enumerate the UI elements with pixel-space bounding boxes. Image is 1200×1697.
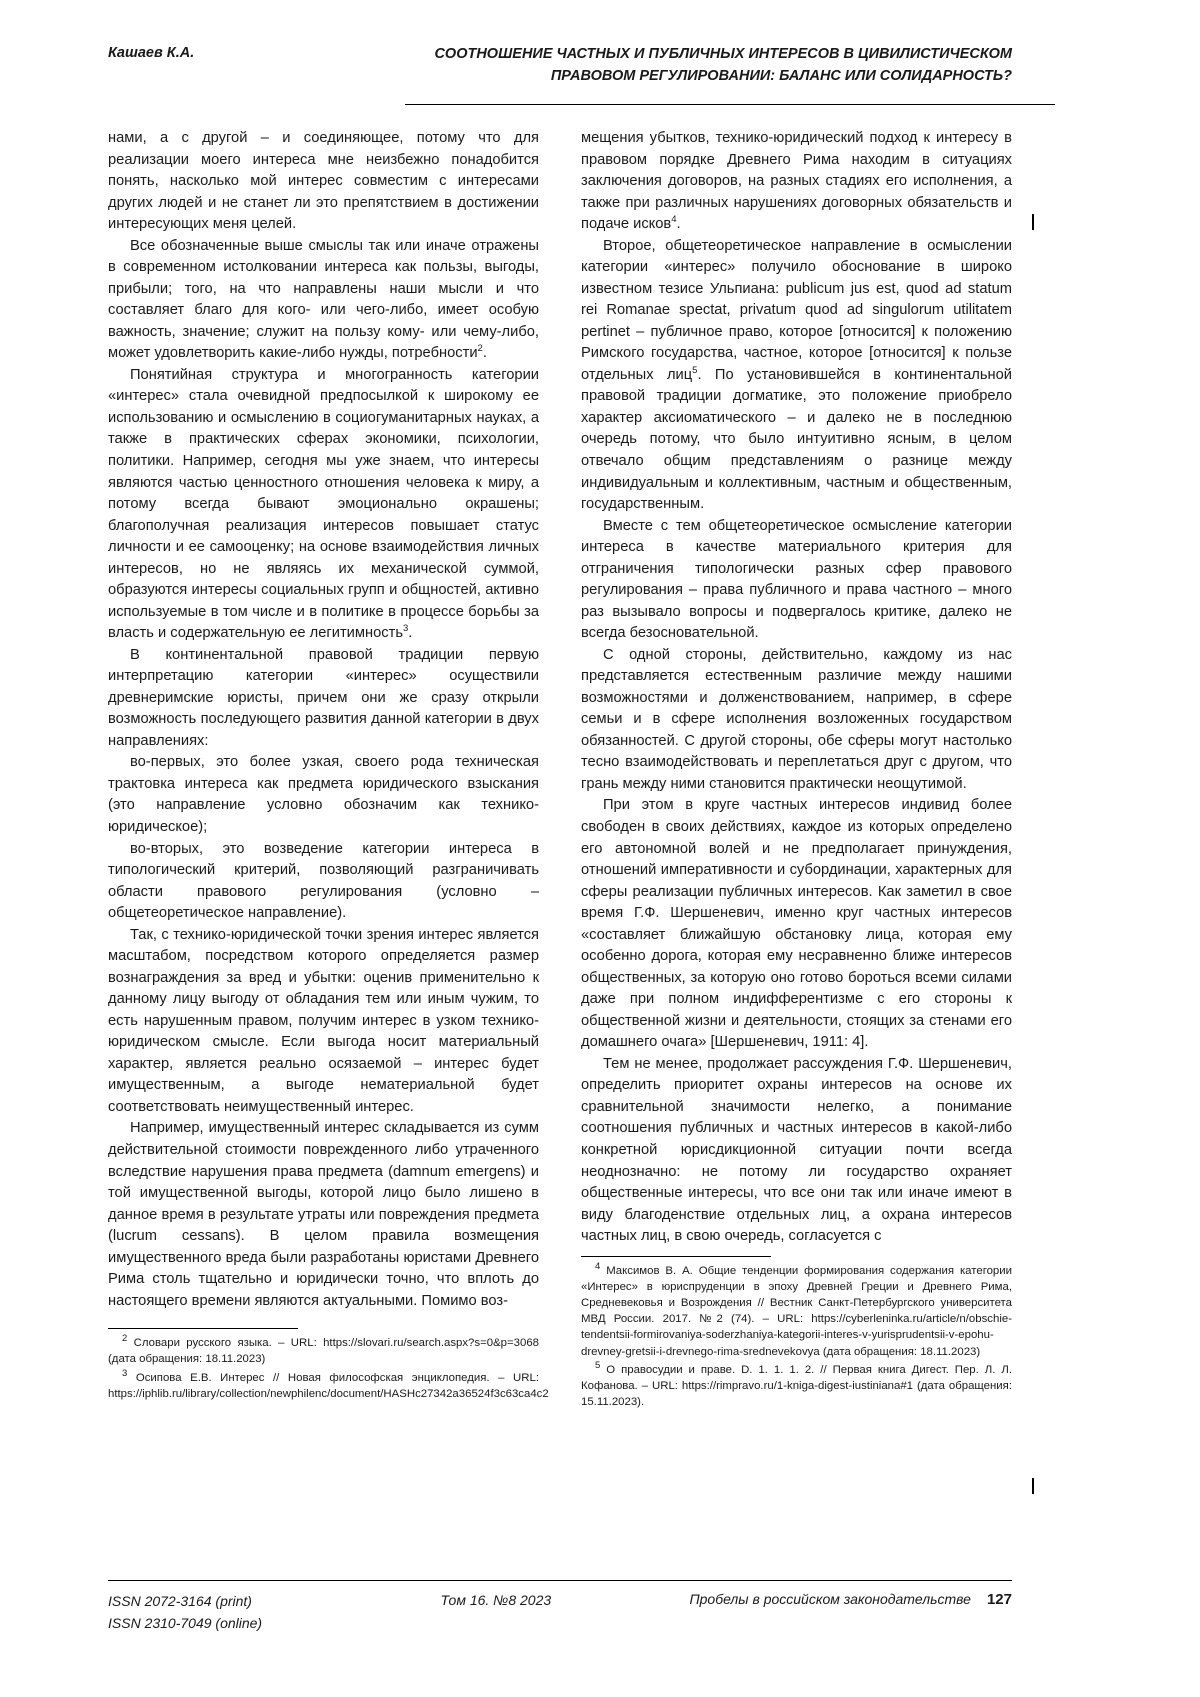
footnotes-right bbox=[581, 1260, 1012, 1411]
journal-name: Пробелы в российском законодательстве bbox=[689, 1591, 971, 1607]
issn-print: ISSN 2072-3164 (print) bbox=[108, 1593, 252, 1609]
page-number: 127 bbox=[986, 1591, 1012, 1608]
footnote-ref[interactable]: 4 bbox=[671, 214, 677, 226]
paragraph: Например, имущественный интерес складывается из сумм действительной стоимости поврежденного либо утраченного вследствие нарушения права предмета (damnum emergens) и той имущественной выгоды, которой лицо было лишено в данное время в результате утраты или повреждения предмета (lucrum cessans). В целом правила возмещения имущественного вреда были разработаны юристами Древнего Рима столь тщательно и юридически точно, что вплоть до настоящего времени являются актуальными. Помимо воз- bbox=[108, 1120, 539, 1309]
footnote-text: Осипова Е.В. Интерес // Новая философская энциклопедия. – URL: https://iphlib.ru/library/collection/newphilenc/document/HASHc27342a36524f3c63ca4c2 bbox=[108, 1371, 549, 1400]
paragraph-text-tail: . bbox=[676, 216, 681, 233]
paragraph-text-tail: . bbox=[482, 345, 487, 362]
paragraph: Так, с технико-юридической точки зрения интерес является масштабом, посредством которого определяется размер вознаграждения за вред и убытки: оценив применительно к данному лицу выгоду от обладания тем или иным чужим, то есть нарушенным правом, получим интерес в узком технико-юридическом смысле. Если выгода носит материальный характер, является реально осязаемой – интерес будет имущественным, а выгоде нематериальной будет соответствовать неимущественный интерес. bbox=[108, 926, 539, 1115]
paragraph bbox=[581, 128, 1012, 236]
footnote-ref[interactable]: 3 bbox=[403, 623, 409, 635]
paragraph bbox=[108, 236, 539, 365]
footnote-text: Максимов В. А. Общие тенденции формирования содержания категории «Интерес» в юриспруденции в эпоху Древней Греции и Древнего Рима, Средневековья и Возрождения // Вестник Санкт-Петербургского университета МВД России. 2017. №2 (74). – URL: https://cyberleninka.ru/article/n/obschie-tendentsii-formirovaniya-soderzhaniya-kategorii-interes-v-yurisprudentsii-v-epohu-drevney-gretsii-i-drevnego-rima-srednevekovya (дата обращения: 18.11.2023) bbox=[581, 1264, 1012, 1358]
column-right bbox=[581, 128, 1012, 1412]
issn-online: ISSN 2310-7049 (online) bbox=[108, 1614, 263, 1631]
paragraph: Тем не менее, продолжает рассуждения Г.Ф. Шершеневич, определить приоритет охраны интересов на основе их сравнительной значимости нелегко, а понимание соотношения публичных и частных интересов в какой-либо конкретной юрисдикционной ситуации почти всегда неоднозначно: не потому ли государство охраняет общественные интересы, что все они так или иначе имеют в виду благоденствие отдельных лиц, а охрана интересов частных лиц, в свою очередь, согласуется с bbox=[581, 1055, 1012, 1245]
page-footer bbox=[108, 1580, 1012, 1634]
paragraph: В континентальной правовой традиции первую интерпретацию категории «интерес» осуществили древнеримские юристы, причем они же сразу открыли возможность последующего развития данной категории в двух направлениях: bbox=[108, 646, 539, 749]
paragraph: во-первых, это более узкая, своего рода техническая трактовка интереса как предмета юридического взыскания (это направление условно обозначим как технико-юридическое); bbox=[108, 754, 539, 835]
footnote-item bbox=[581, 1260, 1012, 1360]
column-left bbox=[108, 128, 549, 1412]
crop-mark-bottom-right bbox=[1032, 1478, 1034, 1494]
footnote-item bbox=[108, 1367, 549, 1402]
footnote-ref[interactable]: 2 bbox=[477, 343, 483, 355]
footnote-item bbox=[108, 1335, 539, 1367]
paragraph bbox=[108, 365, 539, 645]
footnote-spacer bbox=[108, 1312, 539, 1320]
header-divider bbox=[405, 104, 1055, 105]
paragraph: С одной стороны, действительно, каждому из нас представляется естественным различие между нашими возможностями и долженствованием, например, в сфере семьи и в сфере исполнения возложенных государством обязанностей. С другой стороны, обе сферы могут настолько тесно взаимодействовать и переплетаться друг с другом, что грань между ними становится практически неощутимой. bbox=[581, 646, 1012, 792]
issn-block bbox=[108, 1591, 262, 1634]
footnote-text: О правосудии и праве. D. 1. 1. 1. 2. // Первая книга Дигест. Пер. Л. Л. Кофанова. – URL: https://rimpravo.ru/1-kniga-digest-iustiniana#1 (дата обращения: 15.11.2023). bbox=[581, 1363, 1012, 1409]
footnote-marker: 2 bbox=[122, 1333, 128, 1345]
page-header bbox=[108, 44, 1012, 88]
paragraph: Вместе с тем общетеоретическое осмысление категории интереса в качестве материального критерия для отграничения типологически разных сфер правового регулирования – права публичного и права частного – много раз вызывало вопросы и подвергалось критике, далеко не всегда безосновательной. bbox=[581, 517, 1012, 642]
header-title-line-1: СООТНОШЕНИЕ ЧАСТНЫХ И ПУБЛИЧНЫХ ИНТЕРЕСОВ В ЦИВИЛИСТИЧЕСКОМ bbox=[434, 46, 1012, 62]
footnote-marker: 5 bbox=[595, 1359, 601, 1371]
footnote-separator bbox=[581, 1256, 771, 1257]
volume-issue: Том 16. №8 2023 bbox=[440, 1592, 552, 1608]
paragraph: во-вторых, это возведение категории интереса в типологический критерий, позволяющий разграничивать области правового регулирования (условно – общетеоретическое направление). bbox=[108, 840, 539, 922]
paragraph-text: Второе, общетеоретическое направление в осмыслении категории «интерес» получило обоснование в широко известном тезисе Ульпиана: publicum jus est, quod ad statum rei Romanae spectat, privatum quod ad singulorum utilitatem pertinet – публичное право, которое [относится] к положению Римского государства, частное, которое [относится] к пользе отдельных лиц bbox=[581, 237, 1012, 383]
header-title-line-2: ПРАВОВОМ РЕГУЛИРОВАНИИ: БАЛАНС ИЛИ СОЛИДАРНОСТЬ? bbox=[550, 67, 1012, 84]
paragraph-text: мещения убытков, технико-юридический подход к интересу в правовом порядке Древнего Рима находим в ситуациях заключения договоров, на разных стадиях его исполнения, а также при различных нарушениях договорных обязательств и подаче исков bbox=[581, 130, 1012, 233]
paragraph-text-tail: . По установившейся в континентальной правовой традиции догматике, это положение приобрело характер аксиоматического – и далеко не в последнюю очередь потому, что было интуитивно ясным, в целом отвечало общим представлениям о разнице между индивидуальным и коллективным, частным и общественным, государственным. bbox=[581, 366, 1012, 513]
footnote-text: Словари русского языка. – URL: https://slovari.ru/search.aspx?s=0&p=3068 (дата обращения: 18.11.2023) bbox=[108, 1337, 539, 1366]
footnote-item bbox=[581, 1359, 1012, 1411]
paragraph: При этом в круге частных интересов индивид более свободен в своих действиях, каждое из которых определено его автономной волей и не предполагает принуждения, отношений императивности и субординации, характерных для сферы реализации публичных интересов. Как заметил в свое время Г.Ф. Шершеневич, именно круг частных интересов «составляет ближайшую обстановку лица, которая ему особенно дорога, которая ему несравненно ближе интересов общественных, за которую оно готово бороться всеми силами даже при полном индифферентизме с его стороны к общественной жизни и деятельности, стоящих за стенами его домашнего очага» [Шершеневич, 1911: 4]. bbox=[581, 797, 1012, 1051]
paragraph-text: Все обозначенные выше смыслы так или иначе отражены в современном истолковании интереса как пользы, выгоды, прибыли; того, на что направлены наши мысли и что составляет благо для кого- или чего-либо, имеет особую важность, значение; служит на пользу кому- или чему-либо, может удовлетворить какие-либо нужды, потребности bbox=[108, 237, 539, 362]
paragraph-text-tail: . bbox=[408, 625, 413, 642]
header-author: Кашаев К.А. bbox=[108, 45, 195, 61]
footnote-marker: 4 bbox=[595, 1260, 601, 1272]
paragraph-text: Понятийная структура и многогранность категории «интерес» стала очевидной предпосылкой к широкому ее использованию и осмыслению в социогуманитарных науках, а также в практических сферах экономики, психологии, политики. Например, сегодня мы уже знаем, что интересы являются частью ценностного отношения человека к миру, а потому всегда бывают эмоционально окрашены; благополучная реализация интересов повышает статус личности и ее самооценку; на основе взаимодействия личных интересов, но не являясь их механической суммой, образуются интересы социальных групп и общностей, активно используемые в том числе и в политике в процессе борьбы за власть и содержательную ее легитимность bbox=[108, 366, 539, 642]
footnote-separator bbox=[108, 1328, 298, 1329]
footer-right bbox=[690, 1591, 1013, 1608]
paragraph: нами, а с другой – и соединяющее, потому что для реализации моего интереса мне неизбежно понадобится понять, насколько мой интерес совместим с интересами других людей и не станет ли это препятствием в достижении интересующих меня целей. bbox=[108, 130, 539, 233]
header-article-title bbox=[312, 44, 1012, 88]
crop-mark-top-right bbox=[1032, 214, 1034, 230]
footnote-marker: 3 bbox=[122, 1367, 128, 1379]
paragraph bbox=[581, 236, 1012, 516]
footnotes-left bbox=[108, 1333, 549, 1402]
article-body bbox=[108, 128, 1012, 1412]
footnote-ref[interactable]: 5 bbox=[692, 364, 698, 376]
